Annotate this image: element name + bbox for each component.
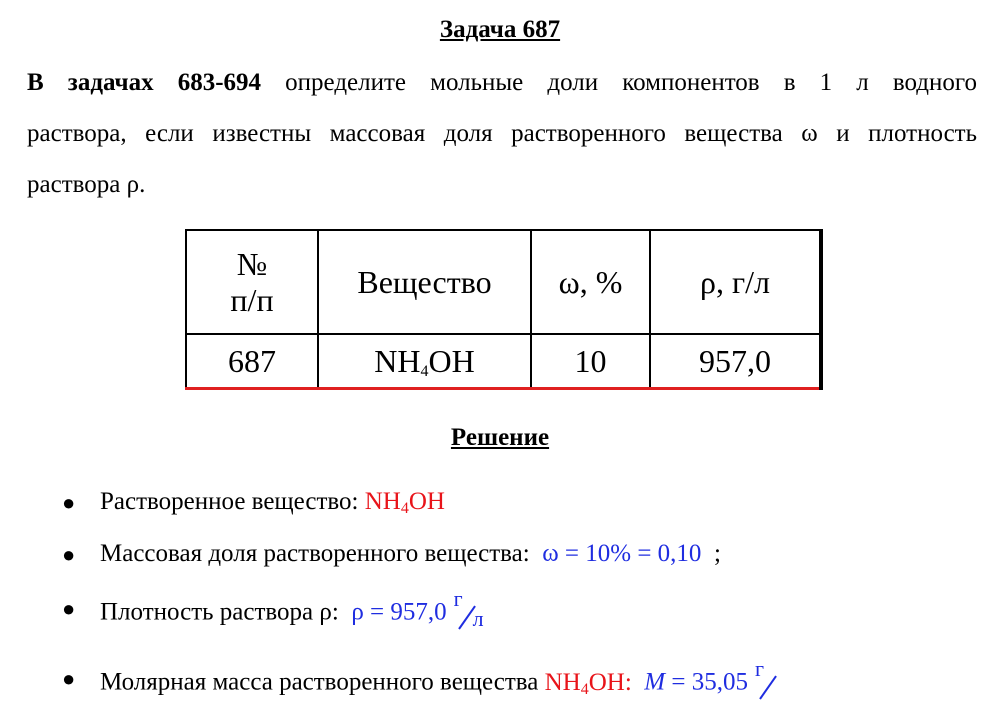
header-omega: ω, % <box>531 230 650 334</box>
item3-formula: ρ = 957,0 <box>351 598 447 626</box>
statement-line-1 <box>27 57 977 108</box>
item4-formula: M = 35,05 <box>644 668 748 696</box>
cell-substance-subscript: 4 <box>420 362 429 380</box>
item-text <box>100 656 792 704</box>
bullet-icon: ● <box>62 490 76 515</box>
bullet-icon: ● <box>62 666 76 691</box>
header-substance: Вещество <box>318 230 531 334</box>
item2-tail: ; <box>713 540 721 567</box>
header-rho: ρ, г/л <box>650 230 821 334</box>
header-number-abbr: п/п <box>230 282 274 318</box>
list-item <box>0 586 1000 634</box>
cell-substance-part1: NH <box>374 342 421 379</box>
item4-substance: $NH_4OH$: <box>544 668 632 698</box>
cell-substance-part2: OH <box>428 342 475 379</box>
item4-unit: г <box>752 664 792 704</box>
item2-formula: ω = 10% = 0,10 <box>542 540 702 567</box>
statement-bold: В задачах 683-694 <box>27 69 262 96</box>
cell-omega: 10 <box>531 334 650 389</box>
data-table <box>185 229 823 390</box>
cell-rho: 957,0 <box>650 334 821 389</box>
item4-label: Молярная масса растворенного вещества <box>100 668 539 696</box>
statement-line-2: раствора, если известны массовая доля растворенного вещества ω и плотность <box>27 120 977 147</box>
bullet-icon: ● <box>62 596 76 621</box>
cell-number: 687 <box>186 334 318 389</box>
statement-line-1-text: определите мольные доли компонентов в 1 л водного <box>285 69 978 96</box>
bullet-icon: ● <box>62 542 76 567</box>
item3-unit: г л <box>453 586 484 631</box>
item1-substance: $NH_4OH$ <box>364 488 445 517</box>
cell-substance <box>318 334 531 389</box>
item1-label: Растворенное вещество: <box>100 488 359 515</box>
item-text <box>100 586 491 634</box>
list-item <box>0 656 1000 704</box>
header-number <box>186 230 318 334</box>
task-statement <box>27 57 977 210</box>
item-text <box>100 540 721 568</box>
table-header-row <box>186 230 821 334</box>
item2-label: Массовая доля растворенного вещества: <box>100 540 530 567</box>
solution-title: Решение <box>450 424 550 451</box>
item-text <box>100 488 445 516</box>
table-row <box>186 334 821 389</box>
list-item <box>0 540 1000 580</box>
task-title: Задача 687 <box>439 16 561 43</box>
item3-label: Плотность раствора ρ: <box>100 598 339 626</box>
list-item <box>0 488 1000 528</box>
statement-line-3: раствора ρ. <box>27 171 146 198</box>
header-number-sign: № <box>236 246 268 282</box>
